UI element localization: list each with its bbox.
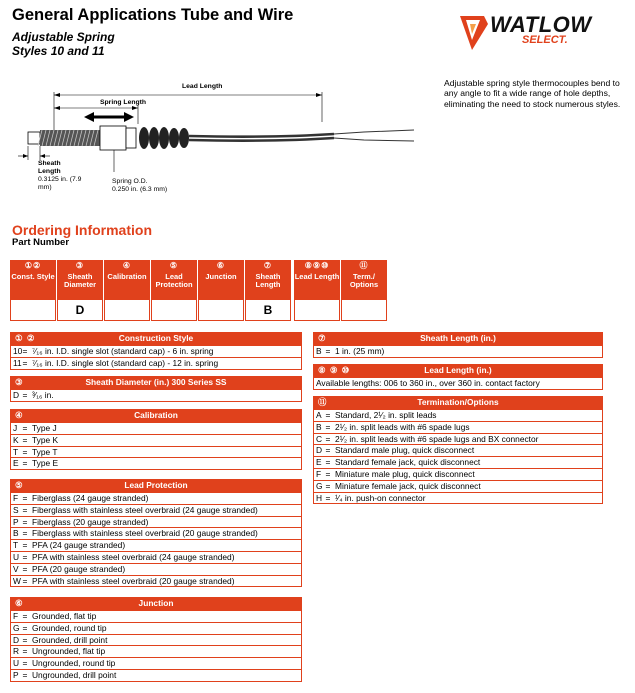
watlow-select-logo xyxy=(458,10,600,54)
row-text: Miniature male plug, quick disconnect xyxy=(335,468,475,479)
logo-wordmark: WATLOW xyxy=(490,12,592,37)
sheath-length-label: Sheath Length xyxy=(38,160,61,175)
row-text: Fiberglass (20 gauge stranded) xyxy=(32,516,149,527)
row-eq: = xyxy=(325,421,331,432)
row-text: Grounded, flat tip xyxy=(32,611,97,621)
table-row xyxy=(314,492,602,504)
row-text: Ungrounded, drill point xyxy=(32,669,117,680)
row-code: D xyxy=(13,390,20,400)
table-row xyxy=(314,345,602,357)
table-row xyxy=(314,409,602,421)
row-code: B xyxy=(13,528,19,539)
row-text: Available lengths: 006 to 360 in., over 360 in. contact factory xyxy=(316,378,540,388)
part-col-label: Const. Style xyxy=(11,271,55,281)
row-code: 11 xyxy=(13,357,22,368)
row-eq: = xyxy=(22,390,28,400)
table-construction-style xyxy=(10,332,302,370)
row-text: PFA with stainless steel overbraid (20 gauge stranded) xyxy=(32,575,235,586)
part-col-value xyxy=(341,300,387,321)
part-col-nums: ⑤ xyxy=(169,261,179,270)
row-code: P xyxy=(13,516,19,527)
row-eq: = xyxy=(22,446,28,457)
row-eq: = xyxy=(22,504,28,515)
row-code: T xyxy=(13,540,19,551)
row-code: F xyxy=(316,468,322,479)
row-code: S xyxy=(13,504,19,515)
row-text: Ungrounded, flat tip xyxy=(32,646,106,657)
table-row xyxy=(11,563,301,575)
part-col-value: B xyxy=(245,300,291,321)
part-number-title: Part Number xyxy=(12,237,70,248)
table-row xyxy=(11,504,301,516)
product-diagram xyxy=(14,80,434,200)
table-sheath-diameter xyxy=(10,376,302,402)
row-text: Type K xyxy=(32,434,59,445)
row-code: J xyxy=(13,423,18,433)
table-row xyxy=(11,645,301,657)
row-eq: = xyxy=(22,357,28,368)
spring-length-label: Spring Length xyxy=(100,99,147,106)
table-nums: ⑥ xyxy=(15,598,24,608)
row-eq: = xyxy=(22,611,28,621)
part-col-value xyxy=(10,300,56,321)
ordering-title: Ordering Information xyxy=(12,222,152,238)
row-code: H xyxy=(316,492,323,503)
row-code: W xyxy=(13,575,21,586)
row-eq: = xyxy=(22,634,28,645)
part-col-nums: ⑧⑨⑩ xyxy=(304,261,330,270)
table-title: Lead Protection xyxy=(124,480,188,490)
table-title: Sheath Length (in.) xyxy=(420,333,496,343)
row-code: D xyxy=(316,445,323,456)
part-col-lead-protection xyxy=(151,260,197,322)
part-col-nums: ③ xyxy=(75,261,85,270)
table-nums: ⑪ xyxy=(318,397,328,407)
row-eq: = xyxy=(22,458,28,469)
row-eq: = xyxy=(22,669,28,680)
table-nums: ④ xyxy=(15,410,24,420)
row-eq: = xyxy=(22,658,28,669)
row-code: R xyxy=(13,646,20,657)
table-row xyxy=(11,434,301,446)
row-text: Fiberglass with stainless steel overbraid (24 gauge stranded) xyxy=(32,504,258,515)
row-code: G xyxy=(316,480,323,491)
row-eq: = xyxy=(325,445,331,456)
table-row xyxy=(11,622,301,634)
product-description: Adjustable spring style thermocouples bend to any angle to fit a wide range of hole depths, eliminating the need to stock numerous styles. xyxy=(444,78,621,109)
part-col-lead-length xyxy=(294,260,340,322)
row-text: Grounded, drill point xyxy=(32,634,108,645)
table-junction xyxy=(10,597,302,682)
row-eq: = xyxy=(22,493,28,503)
row-text: ⁷⁄₁₆ in. I.D. single slot (standard cap) - 6 in. spring xyxy=(32,346,214,356)
table-row xyxy=(11,389,301,401)
table-row xyxy=(11,422,301,434)
part-col-nums: ④ xyxy=(122,261,132,270)
row-text: 2¹⁄₂ in. split leads with #6 spade lugs and BX connector xyxy=(335,433,539,444)
row-code: P xyxy=(13,669,19,680)
lead-length-label: Lead Length xyxy=(182,83,223,90)
row-text: ⁷⁄₁₆ in. I.D. single slot (standard cap) - 12 in. spring xyxy=(32,357,219,368)
table-title: Sheath Diameter (in.) 300 Series SS xyxy=(85,377,227,387)
part-col-label: Lead Length xyxy=(294,271,340,281)
row-code: U xyxy=(13,551,20,562)
row-code: G xyxy=(13,622,20,633)
table-row xyxy=(11,657,301,669)
row-code: E xyxy=(316,457,322,468)
row-eq: = xyxy=(325,480,331,491)
table-row xyxy=(314,433,602,445)
row-text: Type T xyxy=(32,446,58,457)
row-text: Miniature female jack, quick disconnect xyxy=(335,480,481,491)
row-eq: = xyxy=(22,528,28,539)
part-col-calibration xyxy=(104,260,150,322)
part-col-nums: ⑦ xyxy=(263,261,273,270)
table-row xyxy=(11,575,301,587)
part-col-sheath-length xyxy=(245,260,291,322)
row-eq: = xyxy=(325,468,331,479)
part-col-value xyxy=(294,300,340,321)
row-eq: = xyxy=(22,434,28,445)
row-eq: = xyxy=(22,646,28,657)
row-code: T xyxy=(13,446,19,457)
table-row xyxy=(314,480,602,492)
row-text: Type J xyxy=(32,423,57,433)
row-text: 2¹⁄₂ in. split leads with #6 spade lugs xyxy=(335,421,470,432)
table-sheath-length xyxy=(313,332,603,358)
table-nums: ⑤ xyxy=(15,480,24,490)
table-nums: ③ xyxy=(15,377,24,387)
row-text: ¹⁄₄ in. push-on connector xyxy=(335,492,426,503)
row-code: K xyxy=(13,434,19,445)
row-eq: = xyxy=(325,433,331,444)
row-text: Fiberglass with stainless steel overbraid (20 gauge stranded) xyxy=(32,528,258,539)
row-code: U xyxy=(13,658,20,669)
row-text: 1 in. (25 mm) xyxy=(335,346,385,356)
part-col-value xyxy=(151,300,197,321)
row-eq: = xyxy=(22,516,28,527)
table-row xyxy=(314,377,602,389)
table-row xyxy=(11,457,301,469)
table-row xyxy=(11,516,301,528)
row-code: F xyxy=(13,493,19,503)
row-eq: = xyxy=(22,540,28,551)
table-title: Lead Length (in.) xyxy=(424,365,492,375)
row-text: Standard female jack, quick disconnect xyxy=(335,457,481,468)
row-eq: = xyxy=(22,551,28,562)
row-text: ³⁄₁₆ in. xyxy=(32,390,54,400)
spring-od-label: Spring O.D. xyxy=(112,178,148,185)
part-col-value xyxy=(198,300,244,321)
table-termination-options xyxy=(313,396,603,504)
table-nums: ⑧ ⑨ ⑩ xyxy=(318,365,351,375)
table-calibration xyxy=(10,409,302,470)
part-col-const-style xyxy=(10,260,56,322)
row-eq: = xyxy=(22,423,28,433)
part-col-label: Lead Protection xyxy=(155,271,193,290)
part-col-label: Sheath Length xyxy=(255,271,281,290)
table-row xyxy=(11,634,301,646)
part-col-label: Term./ Options xyxy=(349,271,379,290)
table-nums: ① ② xyxy=(15,333,36,343)
table-row xyxy=(11,527,301,539)
table-row xyxy=(11,345,301,357)
part-col-nums: ⑪ xyxy=(359,261,369,270)
row-code: V xyxy=(13,563,19,574)
part-col-label: Junction xyxy=(205,271,237,281)
table-row xyxy=(11,551,301,563)
table-nums: ⑦ xyxy=(318,333,327,343)
part-col-junction xyxy=(198,260,244,322)
row-text: Fiberglass (24 gauge stranded) xyxy=(32,493,149,503)
sheath-length-value: 0.3125 in. (7.9 mm) xyxy=(38,176,82,191)
part-col-nums: ①② xyxy=(24,261,42,270)
row-eq: = xyxy=(325,346,331,356)
part-col-nums: ⑥ xyxy=(216,261,226,270)
spring-od-value: 0.250 in. (6.3 mm) xyxy=(112,186,168,193)
table-title: Construction Style xyxy=(118,333,194,343)
part-col-term-options xyxy=(341,260,387,322)
row-eq: = xyxy=(325,492,331,503)
table-row xyxy=(11,539,301,551)
row-eq: = xyxy=(22,622,28,633)
row-eq: = xyxy=(325,410,331,420)
row-eq: = xyxy=(325,457,331,468)
table-row xyxy=(314,468,602,480)
row-text: Standard, 2¹⁄₂ in. split leads xyxy=(335,410,437,420)
row-text: PFA (20 gauge stranded) xyxy=(32,563,126,574)
table-row xyxy=(11,669,301,681)
table-title: Calibration xyxy=(134,410,178,420)
row-text: Ungrounded, round tip xyxy=(32,658,116,669)
table-row xyxy=(11,492,301,504)
part-col-sheath-diameter xyxy=(57,260,103,322)
row-text: Type E xyxy=(32,458,59,469)
page-title: General Applications Tube and Wire xyxy=(12,6,294,24)
table-lead-length xyxy=(313,364,603,390)
row-code: F xyxy=(13,611,19,621)
row-code: B xyxy=(316,421,322,432)
row-eq: = xyxy=(22,346,28,356)
row-text: PFA (24 gauge stranded) xyxy=(32,540,126,551)
row-code: 10 xyxy=(13,346,23,356)
row-text: Standard male plug, quick disconnect xyxy=(335,445,475,456)
table-lead-protection xyxy=(10,479,302,587)
row-code: A xyxy=(316,410,322,420)
part-col-value xyxy=(104,300,150,321)
table-row xyxy=(314,421,602,433)
part-col-label: Calibration xyxy=(107,271,147,281)
table-row xyxy=(11,357,301,369)
row-text: Grounded, round tip xyxy=(32,622,107,633)
table-row xyxy=(11,610,301,622)
subtitle-line-2: Styles 10 and 11 xyxy=(12,44,105,58)
row-eq: = xyxy=(22,563,28,574)
subtitle-line-1: Adjustable Spring xyxy=(12,30,115,44)
table-row xyxy=(314,456,602,468)
part-col-value: D xyxy=(57,300,103,321)
row-code: E xyxy=(13,458,19,469)
logo-select: SELECT. xyxy=(522,34,568,46)
table-title: Termination/Options xyxy=(417,397,499,407)
row-eq: = xyxy=(22,575,28,586)
row-code: C xyxy=(316,433,323,444)
table-title: Junction xyxy=(138,598,174,608)
table-row xyxy=(11,446,301,458)
part-col-label: Sheath Diameter xyxy=(63,271,97,290)
table-row xyxy=(314,444,602,456)
row-code: D xyxy=(13,634,20,645)
row-text: PFA with stainless steel overbraid (24 gauge stranded) xyxy=(32,551,235,562)
row-code: B xyxy=(316,346,322,356)
